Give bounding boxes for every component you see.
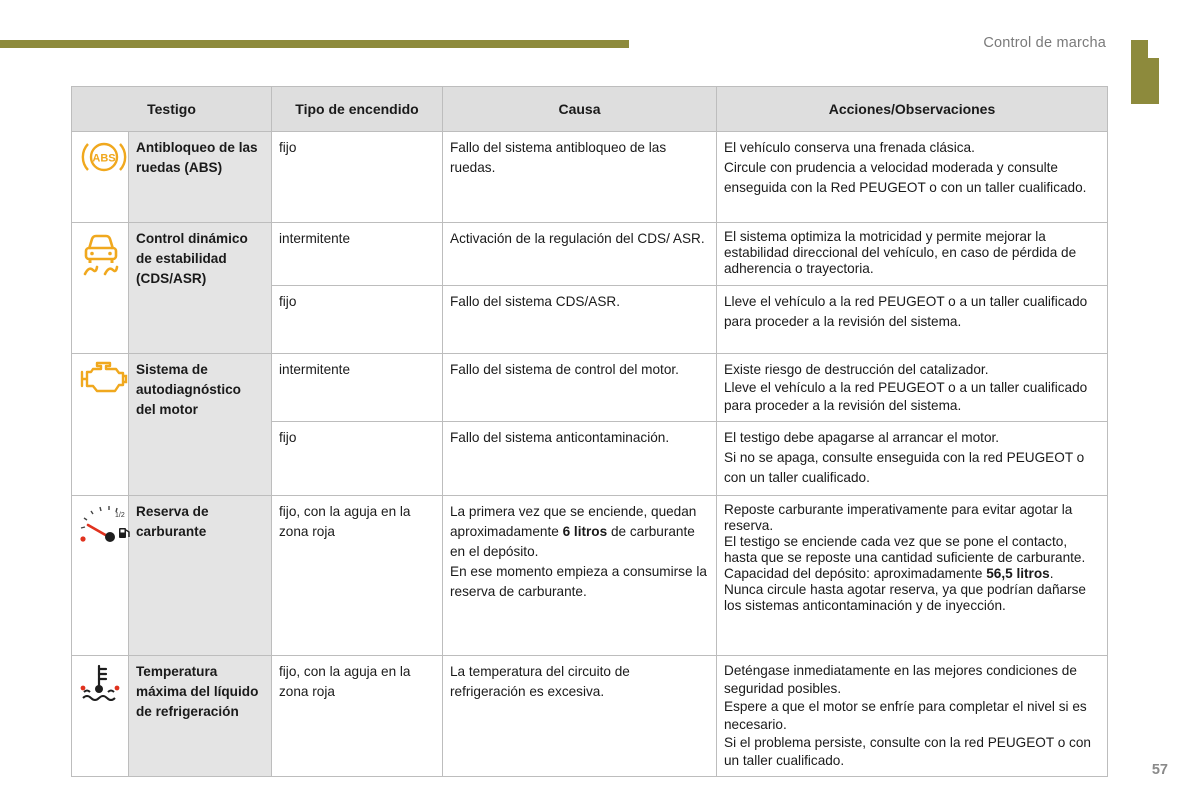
causa-cell: Fallo del sistema CDS/ASR.: [443, 286, 717, 354]
causa-emphasis: 6 litros: [562, 524, 608, 539]
icon-cell: [72, 354, 129, 496]
accion-text: .: [1049, 566, 1054, 581]
accion-line: Existe riesgo de destrucción del catalizador.: [724, 362, 989, 377]
accion-line: Si no se apaga, consulte enseguida con la red PEUGEOT o con un taller cualificado.: [724, 450, 1085, 485]
icon-cell: [72, 656, 129, 777]
column-header-tipo: Tipo de encendido: [272, 87, 443, 132]
table-row: [72, 223, 1108, 286]
causa-cell: La temperatura del circuito de refrigeración es excesiva.: [443, 656, 717, 777]
table-row: [72, 656, 1108, 777]
table-row: [72, 132, 1108, 223]
causa-cell: [443, 496, 717, 656]
acciones-cell: [717, 656, 1108, 777]
causa-text: de carburante en el depósito.: [450, 524, 695, 559]
icon-cell: [72, 223, 129, 354]
accion-line: Lleve el vehículo a la red PEUGEOT o a un taller cualificado para proceder a la revisión del sistema.: [724, 294, 1088, 329]
tipo-cell: intermitente: [272, 223, 443, 286]
causa-line: En ese momento empieza a consumirse la reserva de carburante.: [450, 564, 707, 599]
accion-line: El testigo se enciende cada vez que se pone el contacto, hasta que se reposte una cantidad suficiente de carburante.: [724, 534, 1086, 565]
warning-name: Antibloqueo de las ruedas (ABS): [129, 132, 272, 223]
accion-line: [724, 566, 1100, 582]
accion-line: Si el problema persiste, consulte con la red PEUGEOT o con un taller cualificado.: [724, 735, 1091, 768]
tipo-cell: fijo: [272, 422, 443, 496]
header-accent-bar: [0, 40, 629, 48]
warning-lights-table: [71, 86, 1108, 777]
causa-cell: Fallo del sistema antibloqueo de las ruedas.: [443, 132, 717, 223]
table-header-row: [72, 87, 1108, 132]
tipo-cell: fijo, con la aguja en la zona roja: [272, 656, 443, 777]
accion-line: Circule con prudencia a velocidad moderada y consulte enseguida con la Red PEUGEOT o con un taller cualificado.: [724, 160, 1087, 195]
coolant-temperature-icon: [79, 662, 123, 710]
acciones-cell: [717, 354, 1108, 422]
warning-name: Temperatura máxima del líquido de refrigeración: [129, 656, 272, 777]
causa-text: La primera vez que se enciende, quedan aproximadamente: [450, 504, 697, 539]
causa-cell: Fallo del sistema de control del motor.: [443, 354, 717, 422]
warning-name: Control dinámico de estabilidad (CDS/ASR): [129, 223, 272, 354]
accion-emphasis: 56,5 litros: [986, 566, 1050, 581]
icon-cell: [72, 132, 129, 223]
abs-warning-icon: [79, 138, 129, 182]
warning-name: Sistema de autodiagnóstico del motor: [129, 354, 272, 496]
tipo-cell: intermitente: [272, 354, 443, 422]
accion-line: Deténgase inmediatamente en las mejores condiciones de seguridad posibles.: [724, 663, 1077, 696]
column-header-causa: Causa: [443, 87, 717, 132]
causa-cell: Fallo del sistema anticontaminación.: [443, 422, 717, 496]
page-number: 57: [1151, 762, 1168, 778]
causa-line: [450, 502, 709, 562]
warning-name: Reserva de carburante: [129, 496, 272, 656]
svg-text:ABS: ABS: [92, 152, 116, 165]
section-title: Control de marcha: [983, 35, 1106, 51]
accion-line: Reposte carburante imperativamente para evitar agotar la reserva.: [724, 502, 1073, 533]
causa-cell: Activación de la regulación del CDS/ ASR.: [443, 223, 717, 286]
engine-check-icon: [79, 360, 129, 402]
acciones-cell: [717, 422, 1108, 496]
column-header-acciones: Acciones/Observaciones: [717, 87, 1108, 132]
accion-text: Capacidad del depósito: aproximadamente: [724, 566, 987, 581]
accion-line: Nunca circule hasta agotar reserva, ya que podrían dañarse los sistemas anticontaminación y de inyección.: [724, 582, 1086, 613]
fuel-gauge-half-label: 1/2: [115, 512, 125, 519]
acciones-cell: [717, 496, 1108, 656]
accion-line: El sistema optimiza la motricidad y permite mejorar la estabilidad direccional del vehículo, en caso de pérdida de adherencia o trayectoria.: [724, 229, 1077, 276]
icon-cell: [72, 496, 129, 656]
chapter-number: [1131, 40, 1159, 104]
acciones-cell: [717, 286, 1108, 354]
table-row: [72, 496, 1108, 656]
tipo-cell: fijo: [272, 286, 443, 354]
accion-line: El testigo debe apagarse al arrancar el motor.: [724, 430, 1000, 445]
acciones-cell: [717, 223, 1108, 286]
accion-line: Espere a que el motor se enfríe para completar el nivel si es necesario.: [724, 699, 1087, 732]
column-header-testigo: Testigo: [72, 87, 272, 132]
tipo-cell: fijo, con la aguja en la zona roja: [272, 496, 443, 656]
stability-control-icon: [79, 229, 123, 285]
accion-line: El vehículo conserva una frenada clásica.: [724, 140, 975, 155]
accion-line: Lleve el vehículo a la red PEUGEOT o a un taller cualificado para proceder a la revisión del sistema.: [724, 380, 1088, 413]
fuel-gauge-icon: [79, 502, 131, 552]
tipo-cell: fijo: [272, 132, 443, 223]
table-row: [72, 354, 1108, 422]
acciones-cell: [717, 132, 1108, 223]
